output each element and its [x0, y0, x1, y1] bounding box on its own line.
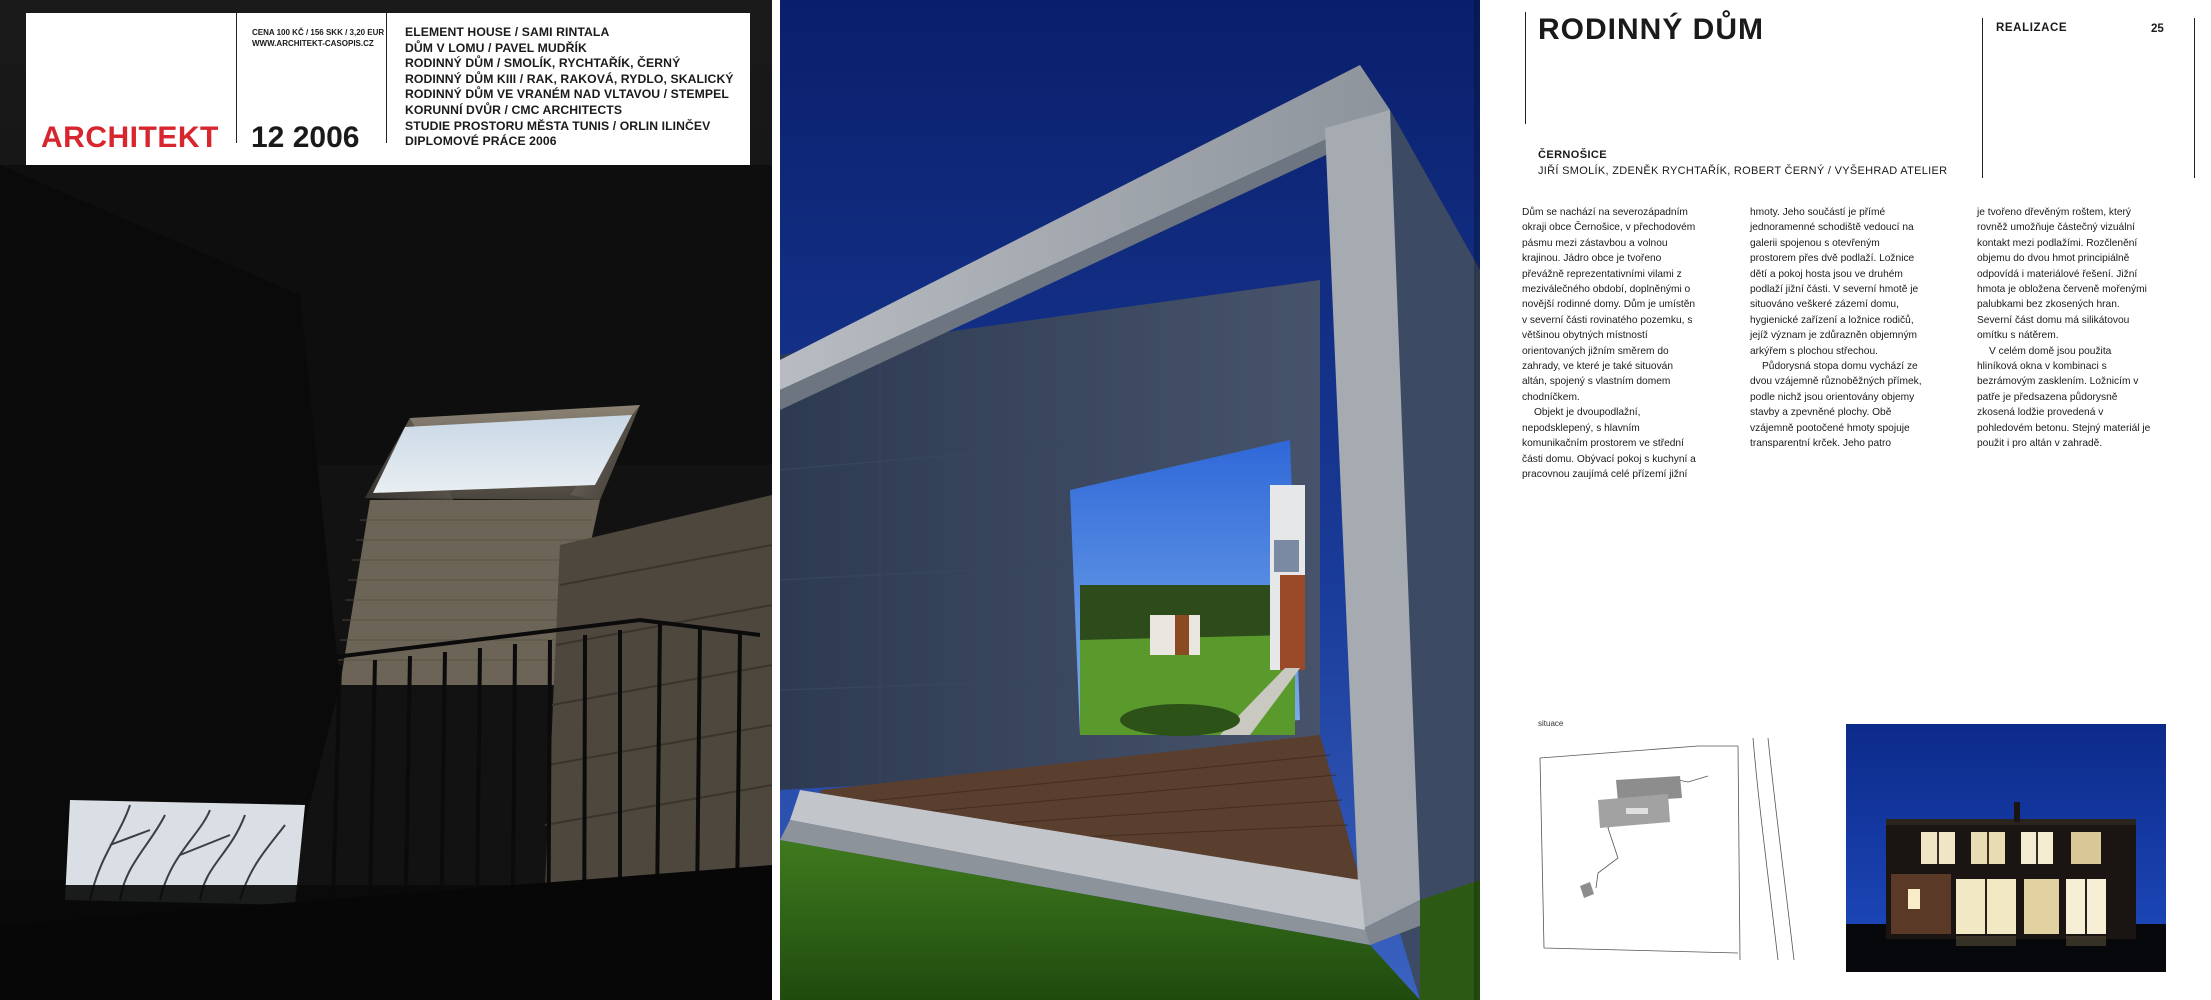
magazine-cover	[0, 0, 772, 1000]
divider	[1982, 18, 1983, 178]
magazine-masthead: ARCHITEKT	[41, 121, 219, 154]
divider	[236, 13, 237, 143]
article-authors: JIŘÍ SMOLÍK, ZDENĚK RYCHTAŘÍK, ROBERT ČERNÝ / VYŠEHRAD ATELIER	[1538, 165, 1948, 177]
contents-item: KORUNNÍ DVŮR / CMC ARCHITECTS	[405, 102, 623, 117]
page-gutter	[772, 0, 780, 1000]
contents-item: STUDIE PROSTORU MĚSTA TUNIS / ORLIN ILINČEV	[405, 118, 711, 133]
paragraph: Půdorysná stopa domu vychází ze dvou vzájemně různoběžných přímek, podle nichž jsou orientovány objemy stavby a zpevněné plochy. Obě vzájemně pootočené hmoty spojuje transparentní krček. Jeho patro	[1750, 361, 1922, 450]
contents-item: ELEMENT HOUSE / SAMI RINTALA	[405, 25, 610, 39]
contents-item: DŮM V LOMU / PAVEL MUDŘÍK	[405, 40, 587, 55]
paragraph: hmoty. Jeho součástí je přímé jednoramenné schodiště vedoucí na galerii spojenou s otevřeným prostorem přes dvě podlaží. Ložnice dětí a pokoj hosta jsou ve druhém podlaží jižní části. V severní hmotě je situováno veškeré zázemí domu, hygienické zařízení a ložnice rodičů, jejíž význam je zdůrazněn objemným arkýřem s plochou střechou.	[1750, 207, 1919, 357]
website-line: WWW.ARCHITEKT-CASOPIS.CZ	[252, 39, 374, 48]
contents-item: RODINNÝ DŮM VE VRANÉM NAD VLTAVOU / STEMPEL	[405, 87, 729, 102]
spread-photo-concrete-frame	[780, 0, 1480, 1000]
page-number: 25	[2151, 23, 2164, 35]
cover-header-panel	[26, 13, 750, 165]
price-line: CENA 100 KČ / 156 SKK / 3,20 EUR	[252, 28, 385, 37]
site-plan-drawing	[1538, 738, 1806, 960]
paragraph: Objekt je dvoupodlažní, nepodsklepený, s hlavním komunikačním prostorem ve střední části domu. Obývací pokoj s kuchyní a pracovnou zaujímá celé přízemí jižní	[1522, 407, 1696, 480]
price-info	[252, 27, 384, 49]
contents-item: RODINNÝ DŮM / SMOLÍK, RYCHTAŘÍK, ČERNÝ	[405, 56, 681, 71]
divider	[1525, 12, 1526, 124]
contents-item: RODINNÝ DŮM KIII / RAK, RAKOVÁ, RYDLO, SKALICKÝ	[405, 71, 734, 86]
site-plan-caption: situace	[1538, 719, 1564, 728]
cover-contents-list	[405, 25, 734, 150]
article-page	[1480, 0, 2211, 1000]
article-location: ČERNOŠICE	[1538, 149, 1607, 161]
divider	[2194, 18, 2195, 178]
cover-photo-stairwell	[0, 165, 772, 1000]
text-column	[1977, 205, 2153, 452]
article-title: RODINNÝ DŮM	[1538, 13, 1764, 46]
house-night-photo	[1846, 724, 2166, 972]
text-column	[1750, 205, 1926, 452]
paragraph: Dům se nachází na severozápadním okraji obce Černošice, v přechodovém pásmu mezi zástavbou a volnou krajinou. Jádro obce je tvořeno převážně reprezentativními vilami z meziválečného období, doplněnými o novější rodinné domy. Dům je umístěn v severní části rovinatého pozemku, s většinou obytných místností orientovaných jižním směrem do zahrady, ve které je také situován altán, spojený s vlastním domem chodníčkem.	[1522, 207, 1696, 403]
paragraph: je tvořeno dřevěným roštem, který rovněž umožňuje částečný vizuální kontakt mezi podlažími. Rozčlenění objemu do dvou hmot principiálně odpovídá i materiálové řešení. Jižní hmota je obložena červeně mořenými palubkami bez zkosených hran. Severní část domu má silikátovou omítku s nátěrem.	[1977, 207, 2147, 342]
contents-item: DIPLOMOVÉ PRÁCE 2006	[405, 134, 557, 149]
paragraph: V celém domě jsou použita hliníková okna v kombinaci s bezrámovým zasklením. Ložnicím v patře je předsazena půdorysně zkosená lodžie provedená v pohledovém betonu. Stejný materiál je použit i pro altán v zahradě.	[1977, 345, 2151, 450]
issue-number: 12 2006	[251, 121, 360, 154]
section-label: REALIZACE	[1996, 22, 2068, 34]
divider	[386, 13, 387, 143]
text-column	[1522, 205, 1698, 482]
